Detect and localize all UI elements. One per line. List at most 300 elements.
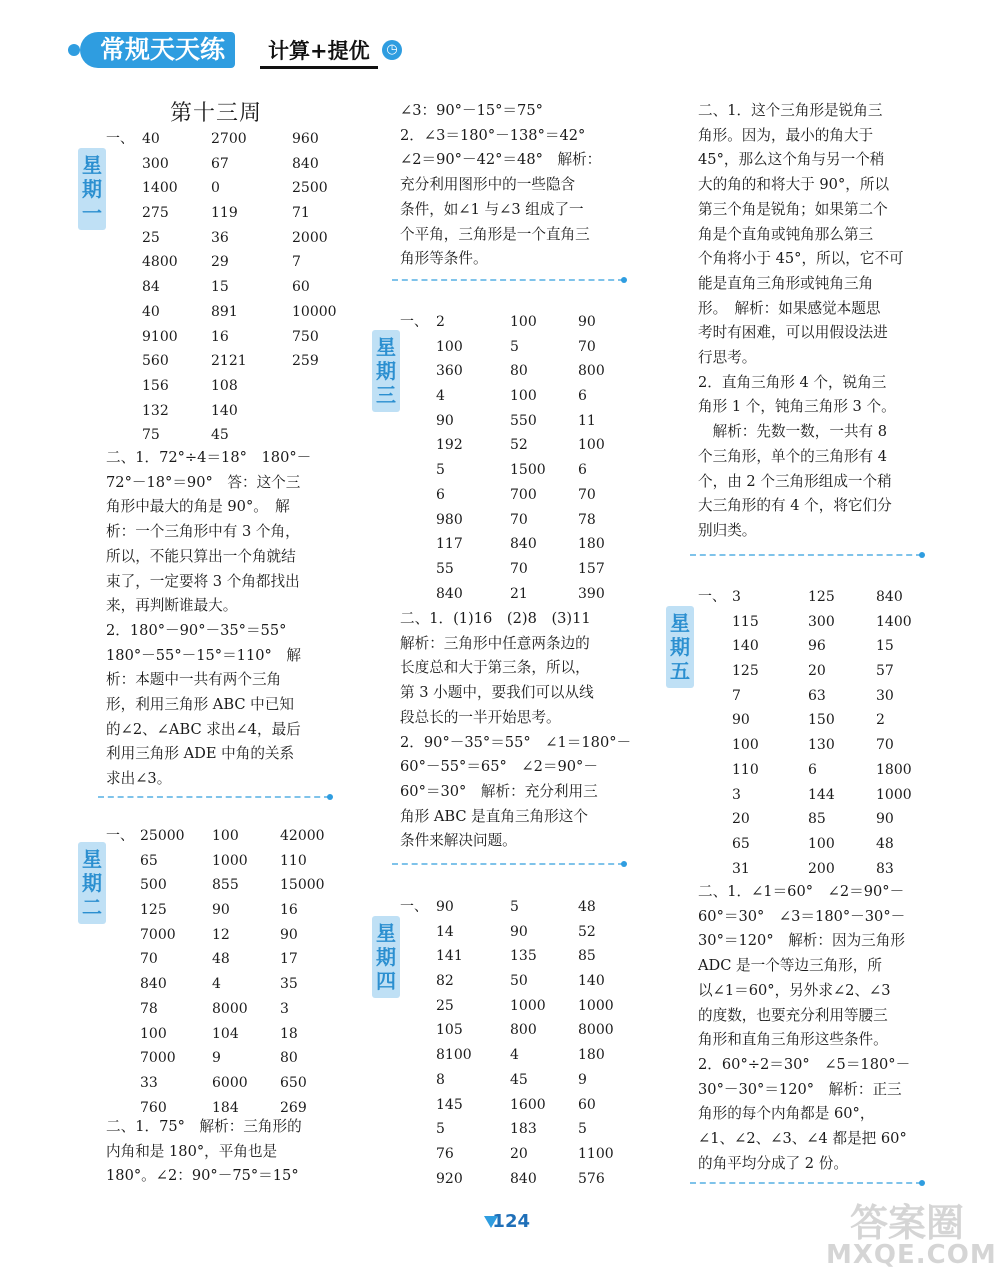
explanation-monday (106, 446, 342, 792)
table-cell: 560 (142, 353, 169, 370)
table-cell: 90 (732, 712, 750, 729)
brand-title: 常规天天练 (80, 32, 235, 68)
text-line: 二、1．(1)16 (2)8 (3)11 (400, 610, 591, 627)
table-cell: 25000 (140, 828, 185, 844)
table-cell: 184 (212, 1099, 239, 1116)
text-line: 2．60°÷2＝30° ∠5＝180°－ (698, 1055, 911, 1073)
section-divider (392, 863, 624, 865)
table-cell: 7 (292, 254, 301, 271)
table-cell: 3 (732, 589, 741, 605)
table-row (400, 335, 640, 360)
table-row (106, 997, 346, 1022)
table-row (698, 733, 938, 758)
table-row (698, 684, 938, 709)
table-row (400, 1093, 640, 1118)
table-cell: 70 (578, 338, 596, 355)
table-row (698, 807, 938, 832)
table-cell: 70 (510, 560, 528, 577)
table-cell: 40 (142, 303, 160, 320)
text-line: 解析：先数一数，一共有 8 (698, 423, 888, 441)
table-cell: 8000 (578, 1022, 614, 1039)
answer-table-thursday (400, 895, 640, 1191)
text-line: 行思考。 (698, 349, 757, 367)
table-row (698, 783, 938, 808)
table-cell: 500 (140, 877, 167, 894)
table-row (106, 824, 346, 849)
table-cell: 1000 (212, 852, 248, 869)
table-row (698, 708, 938, 733)
table-row (400, 433, 640, 458)
table-cell: 840 (436, 585, 463, 602)
table-row (400, 359, 640, 384)
table-cell: 65 (140, 852, 158, 869)
text-line: 来，再判断谁最大。 (106, 597, 238, 615)
text-line: 析：一个三角形中有 3 个角， (106, 523, 300, 541)
table-cell: 115 (732, 613, 759, 630)
day-tab-monday: 星 期 一 (78, 148, 106, 230)
table-cell: 12 (212, 926, 230, 943)
text-line: 角形中最大的角是 90°。 解 (106, 498, 290, 516)
table-cell: 50 (510, 973, 528, 990)
table-cell: 45 (510, 1071, 528, 1088)
table-cell: 52 (578, 923, 596, 940)
table-cell: 7 (732, 687, 741, 704)
table-cell: 67 (211, 155, 229, 172)
table-cell: 42000 (280, 828, 325, 844)
table-cell: 891 (211, 303, 238, 320)
table-cell: 750 (292, 328, 319, 345)
table-cell: 156 (142, 377, 169, 394)
table-cell: 192 (436, 437, 463, 454)
table-cell: 55 (436, 560, 454, 577)
table-row (400, 582, 640, 607)
table-row (106, 201, 346, 226)
text-line: 的角平均分成了 2 份。 (698, 1154, 848, 1172)
text-line: 第三个角是锐角；如果第二个 (698, 200, 888, 218)
table-cell: 0 (211, 180, 220, 197)
text-line: 条件，如∠1 与∠3 组成了一 (400, 200, 584, 218)
table-cell: 105 (436, 1022, 463, 1039)
table-cell: 6 (578, 388, 587, 405)
explanation-friday (698, 880, 934, 1176)
text-line: 2．∠3＝180°－138°＝42° (400, 126, 586, 144)
table-cell: 9 (578, 1071, 587, 1088)
table-cell: 11 (578, 412, 596, 429)
table-cell: 8100 (436, 1047, 472, 1064)
table-row (400, 969, 640, 994)
table-cell: 5 (436, 1121, 445, 1138)
text-line: 角形等条件。 (400, 250, 488, 268)
explanation-tuesday (106, 1115, 342, 1189)
text-line: 析：本题中一共有两个三角 (106, 671, 282, 689)
table-cell: 90 (212, 902, 230, 919)
table-cell: 259 (292, 353, 319, 370)
text-line: ∠1、∠2、∠3、∠4 都是把 60° (698, 1130, 907, 1148)
text-line: 二、1．这个三角形是锐角三 (698, 102, 883, 119)
table-row (698, 585, 938, 610)
table-cell: 117 (436, 536, 463, 553)
table-row (400, 557, 640, 582)
table-cell: 145 (436, 1096, 463, 1113)
table-cell: 275 (142, 205, 169, 222)
table-cell: 200 (808, 860, 835, 877)
table-cell: 144 (808, 786, 835, 803)
text-line: 别归类。 (698, 521, 757, 539)
table-row (400, 895, 640, 920)
text-line: 60°＝30° 解析：充分利用三 (400, 782, 598, 800)
table-cell: 5 (510, 899, 519, 915)
table-cell: 20 (510, 1145, 528, 1162)
text-line: 形，利用三角形 ABC 中已知 (106, 696, 294, 714)
table-row (400, 1018, 640, 1043)
table-cell: 1400 (142, 180, 178, 197)
table-cell: 96 (808, 638, 826, 655)
text-line: 45°，那么这个角与另一个稍 (698, 151, 885, 169)
table-row (698, 857, 938, 882)
table-cell: 100 (578, 437, 605, 454)
section-marker: 一、 (698, 589, 726, 605)
text-line: 段总长的一半开始思考。 (400, 708, 561, 726)
table-cell: 100 (140, 1025, 167, 1042)
table-cell: 100 (212, 828, 239, 844)
page-marker-icon (484, 1216, 498, 1228)
answer-table-tuesday (106, 824, 346, 1120)
text-line: 60°－55°＝65° ∠2＝90°－ (400, 758, 598, 776)
table-cell: 840 (510, 1170, 537, 1187)
table-cell: 71 (292, 205, 310, 222)
table-cell: 33 (140, 1074, 158, 1091)
text-line: 个三角形，单个的三角形有 4 (698, 447, 888, 465)
table-cell: 650 (280, 1074, 307, 1091)
text-line: 大三角形的有 4 个，将它们分 (698, 497, 892, 515)
table-cell: 1600 (510, 1096, 546, 1113)
answer-table-friday (698, 585, 938, 881)
text-line: 角形 ABC 是直角三角形这个 (400, 807, 588, 825)
table-cell: 4 (510, 1047, 519, 1064)
text-line: 内角和是 180°，平角也是 (106, 1142, 278, 1160)
table-cell: 85 (578, 948, 596, 965)
table-cell: 90 (578, 314, 596, 330)
table-cell: 4 (436, 388, 445, 405)
table-cell: 140 (732, 638, 759, 655)
table-cell: 52 (510, 437, 528, 454)
text-line: 求出∠3。 (106, 770, 172, 788)
table-cell: 45 (211, 427, 229, 444)
text-line: 个角将小于 45°，所以，它不可 (698, 250, 904, 268)
table-row (400, 532, 640, 557)
table-cell: 48 (876, 835, 894, 852)
text-line: 的∠2、∠ABC 求出∠4，最后 (106, 720, 301, 738)
table-cell: 1000 (578, 997, 614, 1014)
table-cell: 1000 (876, 786, 912, 803)
table-cell: 15000 (280, 877, 325, 894)
section-divider (690, 554, 922, 556)
day-tab-thursday: 星 期 四 (372, 916, 400, 998)
text-line: 180°－55°－15°＝110° 解 (106, 646, 302, 664)
table-row (106, 1046, 346, 1071)
table-cell: 576 (578, 1170, 605, 1187)
clock-icon: ◷ (382, 40, 402, 60)
watermark-logo: 答案圈 MXQE.COM (826, 1201, 997, 1270)
text-line: 充分利用图形中的一些隐含 (400, 176, 576, 194)
table-row (698, 659, 938, 684)
table-row (400, 994, 640, 1019)
table-cell: 80 (280, 1050, 298, 1067)
table-cell: 5 (436, 462, 445, 479)
text-line: 30°＝120° 解析：因为三角形 (698, 932, 905, 950)
table-row (400, 384, 640, 409)
day-tab-tuesday: 星 期 二 (78, 842, 106, 924)
table-cell: 119 (211, 205, 238, 222)
table-cell: 800 (510, 1022, 537, 1039)
table-cell: 157 (578, 560, 605, 577)
section-divider (392, 279, 624, 281)
table-cell: 132 (142, 402, 169, 419)
text-line: 二、1．72°÷4＝18° 180°－ (106, 449, 312, 466)
text-line: 角是个直角或钝角那么第三 (698, 225, 874, 243)
table-cell: 65 (732, 835, 750, 852)
table-row (106, 127, 346, 152)
text-line: 以∠1＝60°，另外求∠2、∠3 (698, 981, 891, 999)
table-cell: 360 (436, 363, 463, 380)
table-cell: 15 (876, 638, 894, 655)
table-cell: 83 (876, 860, 894, 877)
table-cell: 25 (142, 229, 160, 246)
text-line: 第 3 小题中，要我们可以从线 (400, 684, 594, 702)
table-cell: 16 (211, 328, 229, 345)
table-cell: 1400 (876, 613, 912, 630)
table-row (400, 944, 640, 969)
table-row (400, 508, 640, 533)
table-row (400, 1142, 640, 1167)
table-cell: 125 (140, 902, 167, 919)
table-row (106, 849, 346, 874)
table-cell: 16 (280, 902, 298, 919)
table-cell: 70 (140, 951, 158, 968)
text-line: 角形和直角三角形这些条件。 (698, 1031, 888, 1049)
table-row (400, 1068, 640, 1093)
table-cell: 1800 (876, 761, 912, 778)
table-row (106, 250, 346, 275)
text-line: 二、1．75° 解析：三角形的 (106, 1118, 302, 1135)
table-cell: 85 (808, 811, 826, 828)
text-line: 个，由 2 个三角形组成一个稍 (698, 472, 892, 490)
table-row (106, 275, 346, 300)
day-tab-friday: 星 期 五 (666, 606, 694, 688)
text-line: 180°。∠2：90°－75°＝15° (106, 1167, 299, 1185)
table-cell: 90 (436, 899, 454, 915)
week-title: 第十三周 (170, 101, 263, 126)
text-line: ∠3：90°－15°＝75° (400, 102, 543, 119)
table-cell: 100 (732, 737, 759, 754)
text-line: 形。 解析：如果感觉本题思 (698, 299, 881, 317)
text-line: ∠2＝90°－42°＝48° 解析： (400, 151, 602, 169)
table-cell: 9100 (142, 328, 178, 345)
table-cell: 15 (211, 279, 229, 296)
table-cell: 960 (292, 131, 319, 147)
table-cell: 300 (808, 613, 835, 630)
table-cell: 2000 (292, 229, 328, 246)
text-line: 利用三角形 ADE 中角的关系 (106, 745, 295, 763)
table-row (698, 634, 938, 659)
table-cell: 78 (578, 511, 596, 528)
table-cell: 1000 (510, 997, 546, 1014)
table-cell: 110 (732, 761, 759, 778)
table-row (106, 349, 346, 374)
table-row (698, 758, 938, 783)
day-tab-wednesday: 星 期 三 (372, 330, 400, 412)
table-cell: 35 (280, 976, 298, 993)
table-cell: 300 (142, 155, 169, 172)
table-row (106, 374, 346, 399)
table-cell: 125 (732, 663, 759, 680)
table-cell: 90 (510, 923, 528, 940)
table-cell: 2500 (292, 180, 328, 197)
table-cell: 6 (578, 462, 587, 479)
table-row (400, 483, 640, 508)
table-cell: 18 (280, 1025, 298, 1042)
table-cell: 1100 (578, 1145, 614, 1162)
brand-subtitle: 计算+提优 (260, 36, 378, 69)
table-cell: 125 (808, 589, 835, 605)
text-line: 72°－18°＝90° 答：这个三 (106, 473, 301, 491)
table-cell: 920 (436, 1170, 463, 1187)
section-marker: 一、 (400, 899, 428, 915)
table-cell: 78 (140, 1000, 158, 1017)
table-cell: 840 (510, 536, 537, 553)
table-cell: 855 (212, 877, 239, 894)
table-cell: 76 (436, 1145, 454, 1162)
table-cell: 840 (140, 976, 167, 993)
table-cell: 269 (280, 1099, 307, 1116)
table-cell: 4800 (142, 254, 178, 271)
table-cell: 100 (510, 314, 537, 330)
text-line: 角形 1 个，钝角三角形 3 个。 (698, 398, 896, 416)
table-cell: 141 (436, 948, 463, 965)
table-cell: 70 (510, 511, 528, 528)
section-divider (690, 1182, 922, 1184)
table-cell: 90 (280, 926, 298, 943)
table-cell: 150 (808, 712, 835, 729)
answer-table-wednesday (400, 310, 640, 606)
table-cell: 980 (436, 511, 463, 528)
explanation-thursday (698, 99, 934, 544)
text-line: 考时有困难，可以用假设法进 (698, 324, 888, 342)
logo-dot-icon (68, 44, 80, 56)
text-line: 角形。因为，最小的角大于 (698, 126, 874, 144)
table-cell: 108 (211, 377, 238, 394)
table-row (106, 300, 346, 325)
text-line: 60°＝30° ∠3＝180°－30°－ (698, 907, 906, 925)
table-row (698, 832, 938, 857)
explanation-wednesday (400, 607, 636, 854)
explanation-tuesday-cont (400, 99, 636, 272)
table-cell: 29 (211, 254, 229, 271)
table-cell: 14 (436, 923, 454, 940)
table-row (106, 1022, 346, 1047)
table-cell: 760 (140, 1099, 167, 1116)
table-cell: 2700 (211, 131, 247, 147)
table-cell: 840 (292, 155, 319, 172)
page-number: 124 (484, 1204, 530, 1240)
table-cell: 30 (876, 687, 894, 704)
table-cell: 70 (578, 486, 596, 503)
table-row (106, 399, 346, 424)
table-cell: 100 (510, 388, 537, 405)
table-cell: 5 (510, 338, 519, 355)
table-cell: 17 (280, 951, 298, 968)
table-row (106, 325, 346, 350)
table-cell: 180 (578, 1047, 605, 1064)
table-cell: 390 (578, 585, 605, 602)
table-cell: 48 (212, 951, 230, 968)
table-row (106, 972, 346, 997)
text-line: 二、1．∠1＝60° ∠2＝90°－ (698, 883, 905, 900)
table-row (400, 1167, 640, 1192)
table-cell: 2 (876, 712, 885, 729)
table-cell: 57 (876, 663, 894, 680)
text-line: 2．90°－35°＝55° ∠1＝180°－ (400, 733, 632, 751)
table-cell: 135 (510, 948, 537, 965)
text-line: 长度总和大于第三条，所以， (400, 659, 590, 677)
table-cell: 3 (280, 1000, 289, 1017)
table-cell: 10000 (292, 303, 337, 320)
table-cell: 3 (732, 786, 741, 803)
table-cell: 80 (510, 363, 528, 380)
table-cell: 20 (808, 663, 826, 680)
table-cell: 8000 (212, 1000, 248, 1017)
table-cell: 84 (142, 279, 160, 296)
section-marker: 一、 (106, 828, 134, 844)
table-row (106, 226, 346, 251)
table-cell: 6 (436, 486, 445, 503)
table-cell: 700 (510, 486, 537, 503)
table-cell: 9 (212, 1050, 221, 1067)
text-line: 的度数，也要充分利用等腰三 (698, 1006, 888, 1024)
table-cell: 82 (436, 973, 454, 990)
table-cell: 8 (436, 1071, 445, 1088)
text-line: 角形的每个内角都是 60°， (698, 1105, 875, 1123)
table-row (400, 409, 640, 434)
table-cell: 20 (732, 811, 750, 828)
table-cell: 100 (436, 338, 463, 355)
table-cell: 7000 (140, 926, 176, 943)
section-divider (98, 796, 330, 798)
table-cell: 70 (876, 737, 894, 754)
table-cell: 48 (578, 899, 596, 915)
table-cell: 31 (732, 860, 750, 877)
text-line: 30°－30°＝120° 解析：正三 (698, 1080, 902, 1098)
table-cell: 4 (212, 976, 221, 993)
table-row (106, 1071, 346, 1096)
table-cell: 140 (578, 973, 605, 990)
table-cell: 36 (211, 229, 229, 246)
table-cell: 140 (211, 402, 238, 419)
table-cell: 100 (808, 835, 835, 852)
table-cell: 1500 (510, 462, 546, 479)
text-line: 能是直角三角形或钝角三角 (698, 274, 874, 292)
table-cell: 21 (510, 585, 528, 602)
table-cell: 63 (808, 687, 826, 704)
table-row (106, 423, 346, 448)
table-row (106, 923, 346, 948)
table-cell: 25 (436, 997, 454, 1014)
text-line: 束了，一定要将 3 个角都找出 (106, 572, 300, 590)
table-cell: 90 (876, 811, 894, 828)
table-cell: 6000 (212, 1074, 248, 1091)
section-marker: 一、 (106, 131, 134, 147)
text-line: 条件来解决问题。 (400, 832, 517, 850)
